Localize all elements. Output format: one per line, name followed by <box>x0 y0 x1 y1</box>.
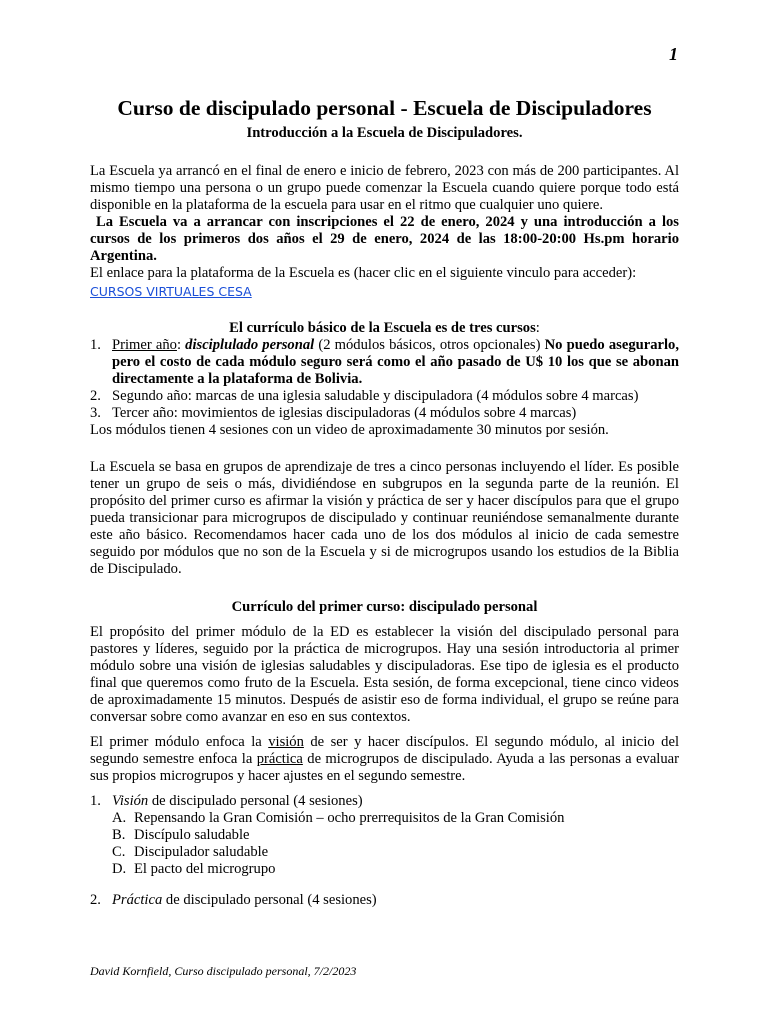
practica-underlined: práctica <box>256 751 303 767</box>
session-item: D. El pacto del microgrupo <box>112 861 276 877</box>
session-item: C. Discipulador saludable <box>112 844 269 860</box>
cost-note: No puedo asegurarlo, pero el costo de cada módulo seguro será como el año pasado de U$ 10 los que se abonan directamente a la plataforma de Bolivia. <box>112 337 679 387</box>
document-subtitle: Introducción a la Escuela de Discipuladores. <box>246 125 523 141</box>
curriculum-item-2: 2. Segundo año: marcas de una iglesia saludable y discipuladora (4 módulos sobre 4 marcas) <box>90 388 639 404</box>
module-1-name: Visión <box>112 793 149 809</box>
modules-list <box>90 793 679 909</box>
session-item: A. Repensando la Gran Comisión – ocho prerrequisitos de la Gran Comisión <box>112 810 565 826</box>
first-course-paragraph-2: El primer módulo enfoca la visión de ser y hacer discípulos. El segundo módulo, al inicio del segundo semestre enfoca la práctica de microgrupos de discipulado. Ayuda a las personas a evaluar sus propios microgrupos y hacer ajustes en el segundo semestre. <box>90 734 680 784</box>
cursos-virtuales-link[interactable]: CURSOS VIRTUALES CESA <box>90 284 252 299</box>
module-1: 1. Visión de discipulado personal (4 sesiones) A. Repensando la Gran Comisión – ocho prerrequisitos de la Gran Comisión B. Discípulo saludable C. Discipulador saludable D. El pacto del microgrupo <box>90 793 679 878</box>
first-course-heading: Currículo del primer curso: discipulado personal <box>231 599 538 615</box>
course-name: disciplulado personal <box>185 337 315 353</box>
year-label: Primer año <box>112 337 177 353</box>
page-number: 1 <box>669 44 678 64</box>
curriculum-item-1: 1. Primer año: disciplulado personal (2 módulos básicos, otros opcionales) No puedo asegurarlo, pero el costo de cada módulo seguro será como el año pasado de U$ 10 los que se abonan directamente a la plataforma de Bolivia. <box>90 337 679 387</box>
curriculum-item-3: 3. Tercer año: movimientos de iglesias discipuladoras (4 módulos sobre 4 marcas) <box>90 405 577 421</box>
list-marker: 1. <box>90 337 101 353</box>
page-footer: David Kornfield, Curso discipulado personal, 7/2/2023 <box>90 964 357 978</box>
vision-underlined: visión <box>268 734 304 750</box>
curriculum-heading: El currículo básico de la Escuela es de tres cursos: <box>229 320 540 336</box>
list-marker: 2. <box>90 892 101 908</box>
session-item: B. Discípulo saludable <box>112 827 250 843</box>
intro-paragraph-dates: La Escuela va a arrancar con inscripciones el 22 de enero, 2024 y una introducción a los cursos de los primeros dos años el 29 de enero, 2024 de las 18:00-20:00 Hs.pm horario Argentina. <box>90 214 679 264</box>
module-2-name: Práctica <box>112 892 163 908</box>
module-1-sessions <box>112 810 679 878</box>
intro-paragraph-link-text: El enlace para la plataforma de la Escuela es (hacer clic en el siguiente vinculo para acceder): <box>90 265 637 281</box>
curriculum-note: Los módulos tienen 4 sesiones con un video de aproximadamente 30 minutos por sesión. <box>90 422 609 438</box>
list-marker: 1. <box>90 793 101 809</box>
module-2: 2. Práctica de discipulado personal (4 sesiones) <box>90 892 377 908</box>
list-marker: 3. <box>90 405 101 421</box>
document-title: Curso de discipulado personal - Escuela de Discipuladores <box>117 96 652 120</box>
curriculum-section <box>90 320 679 439</box>
first-course-paragraph-1: El propósito del primer módulo de la ED es establecer la visión del discipulado personal para pastores y líderes, seguido por la práctica de microgrupos. Hay una sesión introductoria al primer módulo sobre una visión de iglesias saludables y discipuladoras. Ese tipo de iglesia es el producto final que queremos como fruto de la Escuela. Esta sesión, de forma excepcional, tiene cinco videos de aproximadamente 15 minutos. Después de asistir eso de forma individual, el grupo se reúne para conversar sobre como avanzar en eso en sus contextos. <box>90 624 679 725</box>
groups-section <box>90 459 679 578</box>
intro-paragraph-1: La Escuela ya arrancó en el final de enero e inicio de febrero, 2023 con más de 200 participantes. Al mismo tiempo una persona o un grupo puede comenzar la Escuela cuando quiere porque todo está disponible en la plataforma de la escuela para usar en el ritmo que cualquier uno quiere. <box>90 163 679 213</box>
groups-paragraph: La Escuela se basa en grupos de aprendizaje de tres a cinco personas incluyendo el líder. Es posible tener un grupo de seis o más, dividiéndose en subgrupos en la segunda parte de la reunión. El propósito del primer curso es afirmar la visión y práctica de ser y hacer discípulos para que el grupo pueda transicionar para microgrupos de discipulado y continuar reuniéndose semanalmente durante este año básico. Recomendamos hacer cada uno de los dos módulos al inicio de cada semestre seguido por módulos que no son de la Escuela y si de microgrupos usando los estudios de la Biblia de Discipulado. <box>90 459 679 577</box>
first-course-section <box>90 599 679 909</box>
intro-section <box>90 163 679 301</box>
curriculum-list <box>90 337 679 422</box>
list-marker: 2. <box>90 388 101 404</box>
